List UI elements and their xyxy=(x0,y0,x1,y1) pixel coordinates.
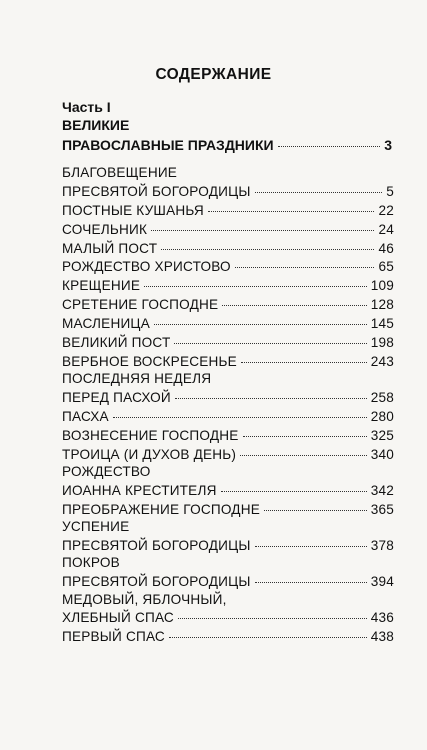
toc-entry-title: ИОАННА КРЕСТИТЕЛЯ xyxy=(62,482,217,498)
toc-list xyxy=(62,164,394,646)
dot-leader xyxy=(255,532,367,547)
toc-entry-page-number: 128 xyxy=(370,297,394,313)
toc-entry-title: ВЕЛИКИЙ ПОСТ xyxy=(62,335,171,351)
dot-leader xyxy=(235,254,375,269)
toc-entry-title: ПРЕСВЯТОЙ БОГОРОДИЦЫ xyxy=(62,574,251,590)
toc-entry-page-number: 436 xyxy=(370,610,394,626)
toc-entry-line xyxy=(62,499,394,518)
toc-entry-page-number: 438 xyxy=(370,629,394,645)
toc-entry-pre-line: БЛАГОВЕЩЕНИЕ xyxy=(62,165,178,180)
toc-entry-page-number: 198 xyxy=(370,335,394,351)
dot-leader xyxy=(178,605,367,620)
dot-leader xyxy=(174,329,366,344)
part-heading xyxy=(62,115,392,155)
toc-entry-title: ПЕРВЫЙ СПАС xyxy=(62,629,165,645)
toc-entry xyxy=(62,351,394,370)
toc-entry-title: ПРЕОБРАЖЕНИЕ ГОСПОДНЕ xyxy=(62,501,260,517)
toc-entry-title: ВОЗНЕСЕНИЕ ГОСПОДНЕ xyxy=(62,427,239,443)
dot-leader xyxy=(222,292,366,307)
toc-entry xyxy=(62,444,394,463)
toc-entry-line xyxy=(62,535,394,554)
toc-entry-page-number: 22 xyxy=(378,202,394,218)
dot-leader xyxy=(278,132,381,147)
part-title-text: ПРАВОСЛАВНЫЕ ПРАЗДНИКИ xyxy=(62,137,274,153)
dot-leader xyxy=(255,569,367,584)
toc-entry-title: ПРЕСВЯТОЙ БОГОРОДИЦЫ xyxy=(62,183,251,199)
toc-entry-pre-line: ПОКРОВ xyxy=(62,555,120,571)
toc-entry-line xyxy=(62,351,394,370)
toc-entry-page-number: 280 xyxy=(370,408,394,424)
toc-entry-page-number: 378 xyxy=(370,538,394,554)
toc-entry xyxy=(62,499,394,518)
toc-entry xyxy=(62,463,394,499)
dot-leader xyxy=(241,348,367,363)
toc-entry-line xyxy=(62,572,394,591)
toc-entry-title: МАСЛЕНИЦА xyxy=(62,316,150,332)
dot-leader xyxy=(208,197,375,212)
toc-entry-pre-line: ПОСЛЕДНЯЯ НЕДЕЛЯ xyxy=(62,371,212,387)
toc-entry xyxy=(62,627,394,646)
toc-entry-title: КРЕЩЕНИЕ xyxy=(62,278,141,294)
toc-entry-page-number: 65 xyxy=(378,259,394,275)
toc-entry-page-number: 243 xyxy=(370,353,394,369)
dot-leader xyxy=(144,273,367,288)
dot-leader xyxy=(221,477,367,492)
toc-entry-title: ТРОИЦА (И ДУХОВ ДЕНЬ) xyxy=(62,446,237,462)
toc-entry-pre-line: УСПЕНИЕ xyxy=(62,519,130,535)
dot-leader xyxy=(151,216,374,231)
toc-entry xyxy=(62,591,394,627)
toc-entry-page-number: 109 xyxy=(370,278,394,294)
dot-leader xyxy=(154,311,367,326)
toc-entry-title: ПРЕСВЯТОЙ БОГОРОДИЦЫ xyxy=(62,538,251,554)
toc-entry-pre-line: РОЖДЕСТВО xyxy=(62,464,151,480)
part-title-line-1: ВЕЛИКИЕ xyxy=(62,117,130,133)
toc-entry-title: ХЛЕБНЫЙ СПАС xyxy=(62,610,174,626)
toc-entry-pre-line: МЕДОВЫЙ, ЯБЛОЧНЫЙ, xyxy=(62,591,227,607)
toc-entry-page-number: 258 xyxy=(370,390,394,406)
toc-entry-title: ПЕРЕД ПАСХОЙ xyxy=(62,390,171,406)
part-label: Часть I xyxy=(62,99,111,115)
toc-entry-page-number: 342 xyxy=(370,482,394,498)
dot-leader xyxy=(161,235,374,250)
dot-leader xyxy=(255,178,383,193)
dot-leader xyxy=(175,385,367,400)
toc-entry-page-number: 394 xyxy=(370,574,394,590)
toc-entry-title: ПАСХА xyxy=(62,408,109,424)
toc-entry xyxy=(62,554,394,590)
toc-entry xyxy=(62,518,394,554)
toc-entry-title: МАЛЫЙ ПОСТ xyxy=(62,240,158,256)
toc-entry-title: ВЕРБНОЕ ВОСКРЕСЕНЬЕ xyxy=(62,353,237,369)
toc-entry-title: СОЧЕЛЬНИК xyxy=(62,221,148,237)
dot-leader xyxy=(169,624,367,639)
toc-entry-title: ПОСТНЫЕ КУШАНЬЯ xyxy=(62,202,204,218)
toc-entry-line xyxy=(62,627,394,646)
toc-entry-page-number: 46 xyxy=(378,240,394,256)
dot-leader xyxy=(240,441,367,456)
toc-entry-page-number: 145 xyxy=(370,316,394,332)
toc-entry-title: РОЖДЕСТВО ХРИСТОВО xyxy=(62,259,231,275)
dot-leader xyxy=(113,403,367,418)
toc-entry xyxy=(62,370,394,406)
toc-entry-line xyxy=(62,444,394,463)
toc-entry-page-number: 340 xyxy=(370,446,394,462)
toc-entry-page-number: 5 xyxy=(386,183,394,199)
toc-entry xyxy=(62,164,394,200)
dot-leader xyxy=(264,496,367,511)
dot-leader xyxy=(243,422,367,437)
toc-entry-page-number: 24 xyxy=(378,221,394,237)
toc-entry-page-number: 365 xyxy=(370,501,394,517)
toc-entry-page-number: 325 xyxy=(370,427,394,443)
part-title-line-2 xyxy=(62,135,392,155)
part-page-number: 3 xyxy=(384,137,392,153)
page-title: СОДЕРЖАНИЕ xyxy=(155,66,272,83)
toc-entry-title: СРЕТЕНИЕ ГОСПОДНЕ xyxy=(62,297,219,313)
